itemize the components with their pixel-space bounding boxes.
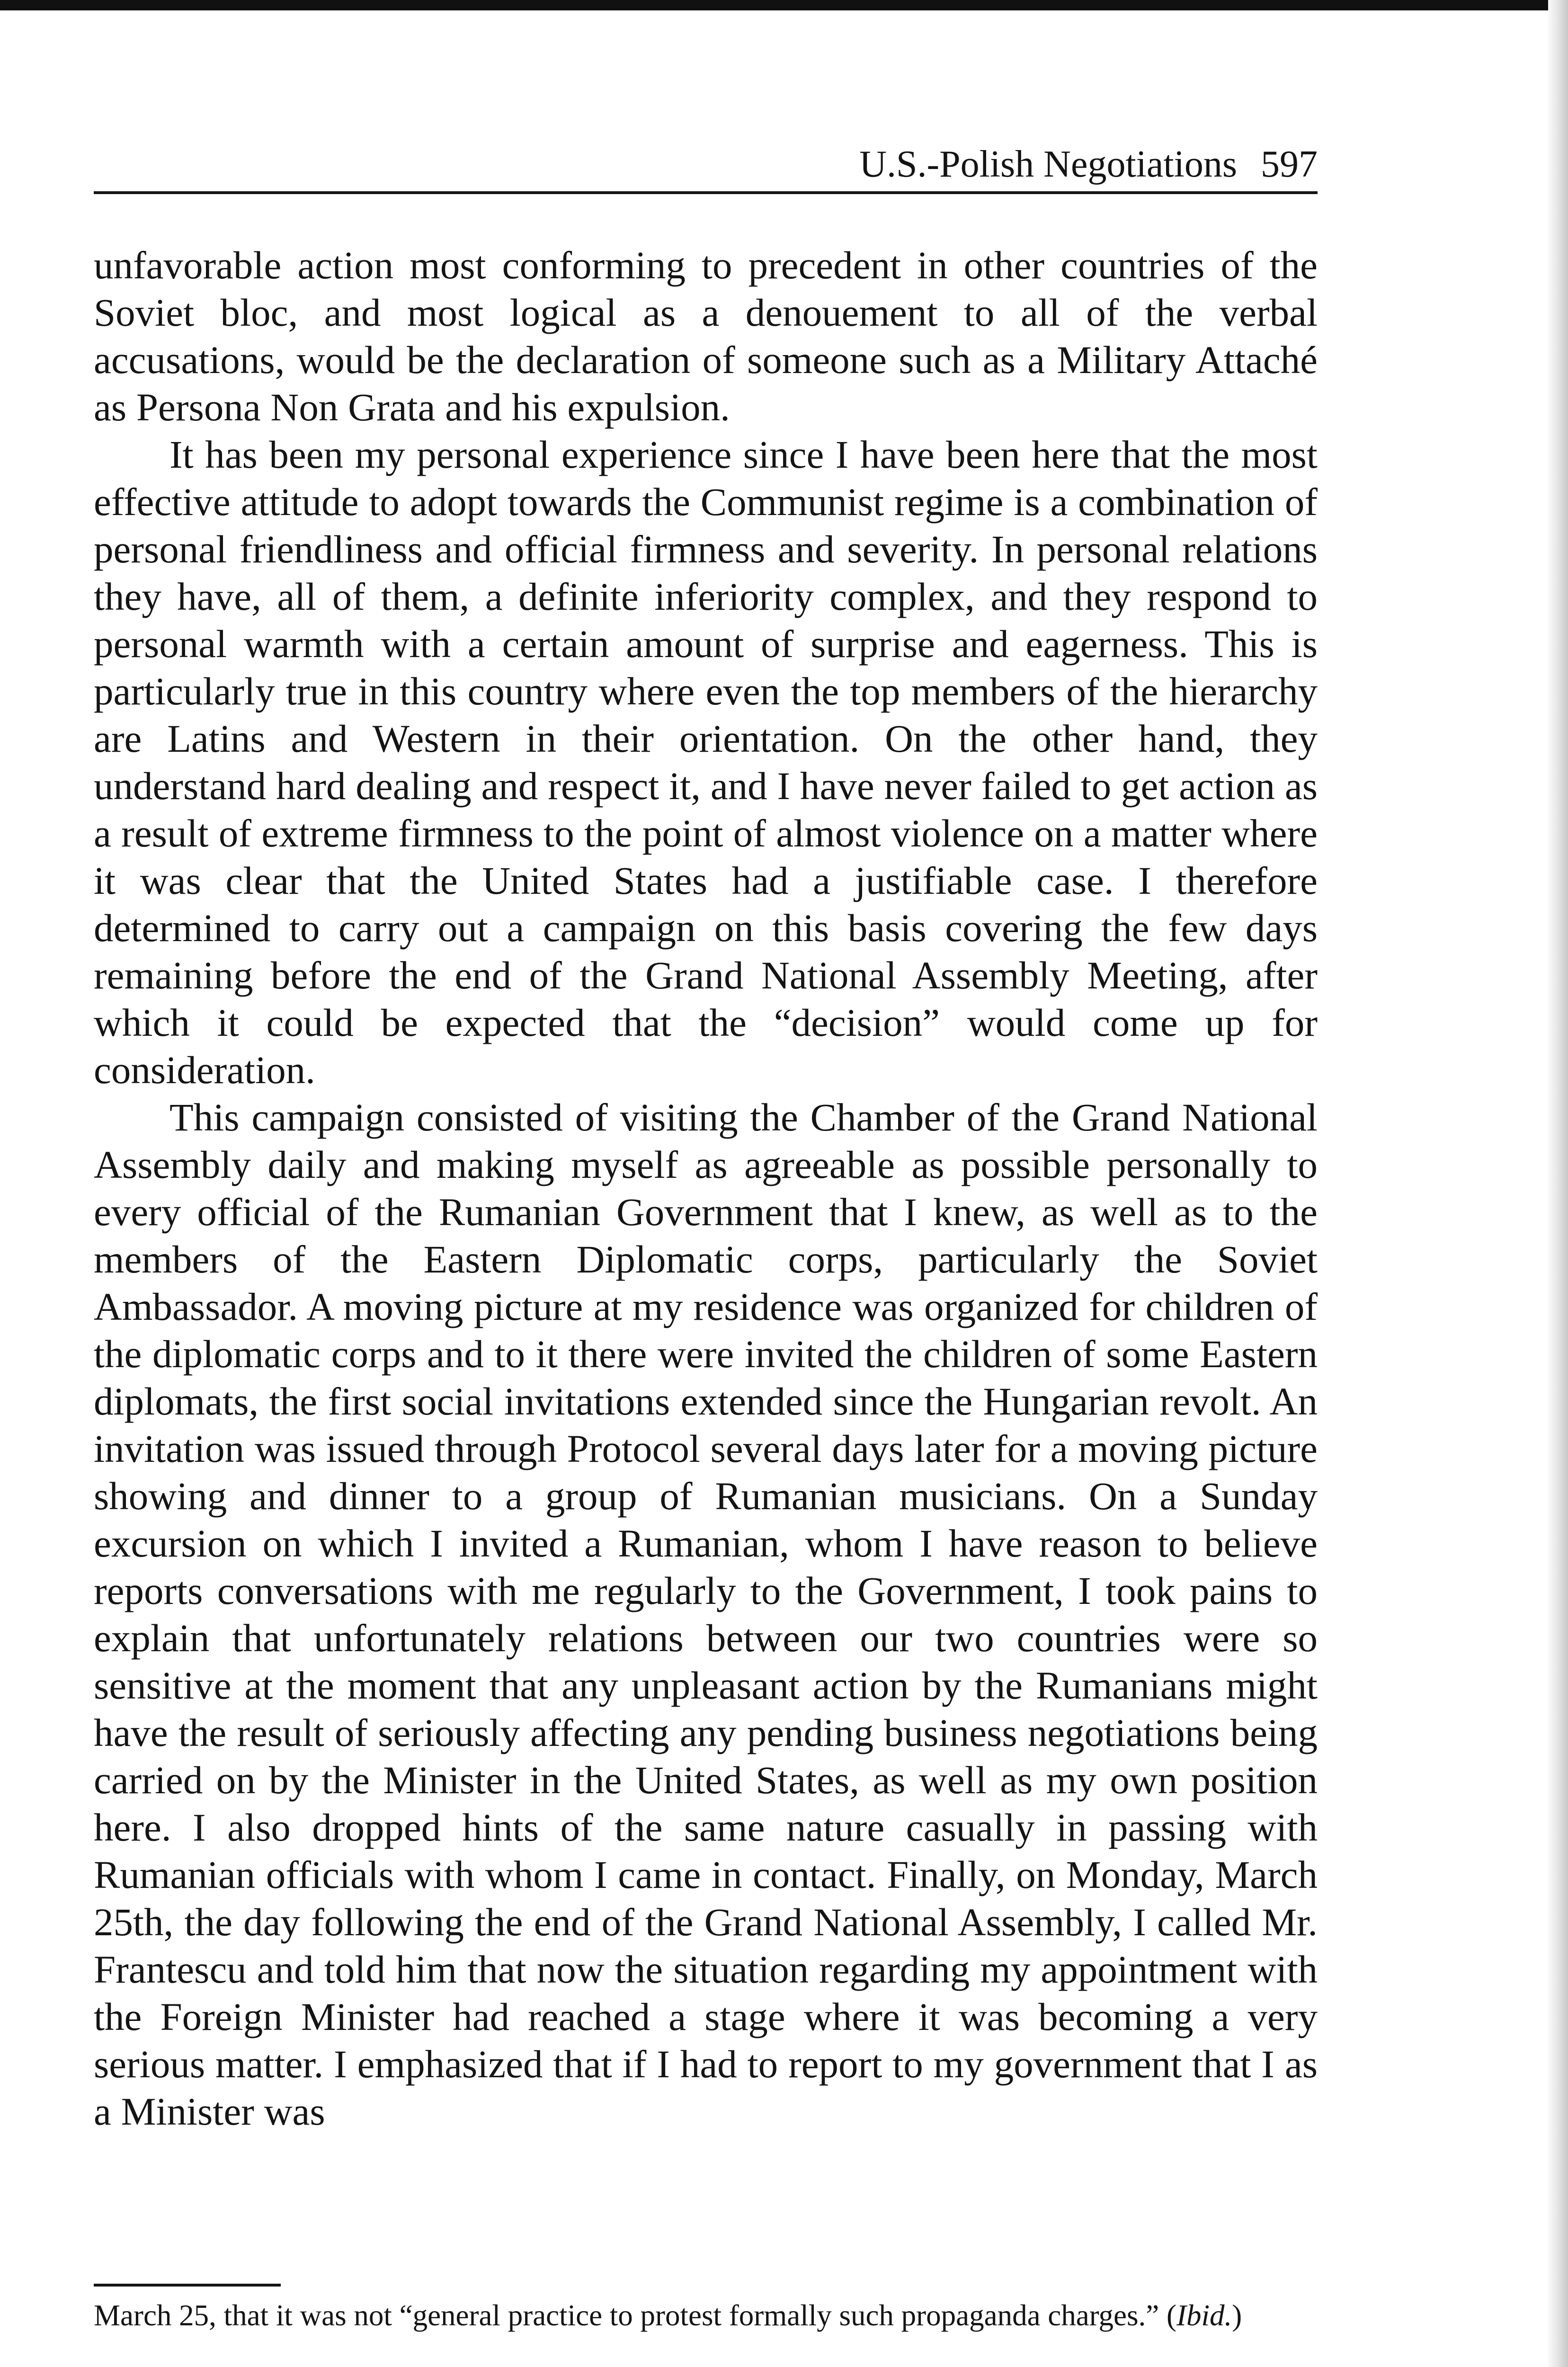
body-text [94,241,1318,2135]
footnote-rule [94,2284,281,2287]
footnote-closing: ) [1232,2299,1242,2332]
footnote-text: March 25, that it was not “general practice to protest formally such propaganda charges.” ( [94,2299,1176,2332]
page-number: 597 [1261,143,1318,185]
footnote [94,2297,1318,2334]
running-head [94,138,1318,195]
paragraph: This campaign consisted of visiting the Chamber of the Grand National Assembly daily and making myself as agreeable as possible personally to every official of the Rumanian Government that I knew, as well as to the members of the Eastern Diplomatic corps, particularly the Soviet Ambassador. A moving picture at my residence was organized for children of the diplomatic corps and to it there were invited the children of some Eastern diplomats, the first social invitations extended since the Hungarian revolt. An invitation was issued through Protocol several days later for a moving picture showing and dinner to a group of Rumanian musicians. On a Sunday excursion on which I invited a Rumanian, whom I have reason to believe reports conversations with me regularly to the Government, I took pains to explain that unfortunately relations between our two countries were so sensitive at the moment that any unpleasant action by the Rumanians might have the result of seriously affecting any pending business negotiations being carried on by the Minister in the United States, as well as my own position here. I also dropped hints of the same nature casually in passing with Rumanian officials with whom I came in contact. Finally, on Monday, March 25th, the day following the end of the Grand National Assembly, I called Mr. Frantescu and told him that now the situation regarding my appointment with the Foreign Minister had reached a stage where it was becoming a very serious matter. I emphasized that if I had to report to my government that I as a Minister was [94,1095,1318,2133]
scan-top-edge [0,0,1568,10]
paragraph: It has been my personal experience since I have been here that the most effective attitude to adopt towards the Communist regime is a combination of personal friendliness and official firmness and severity. In personal relations they have, all of them, a definite inferiority complex, and they respond to personal warmth with a certain amount of surprise and eagerness. This is particularly true in this country where even the top members of the hierarchy are Latins and Western in their orientation. On the other hand, they understand hard dealing and respect it, and I have never failed to get action as a result of extreme firmness to the point of almost violence on a matter where it was clear that the United States had a justifiable case. I therefore determined to carry out a campaign on this basis covering the few days remaining before the end of the Grand National Assembly Meeting, after which it could be expected that the “decision” would come up for consideration. [94,433,1318,1092]
scan-page-edge [1548,0,1568,2367]
running-head-title: U.S.-Polish Negotiations [859,143,1237,185]
header-rule [94,191,1318,194]
footnote-citation: Ibid. [1176,2299,1232,2332]
paragraph-continued: unfavorable action most conforming to precedent in other countries of the Soviet bloc, and most logical as a denouement to all of the verbal accusations, would be the declaration of someone such as a Military Attaché as Persona Non Grata and his expulsion. [94,243,1318,429]
